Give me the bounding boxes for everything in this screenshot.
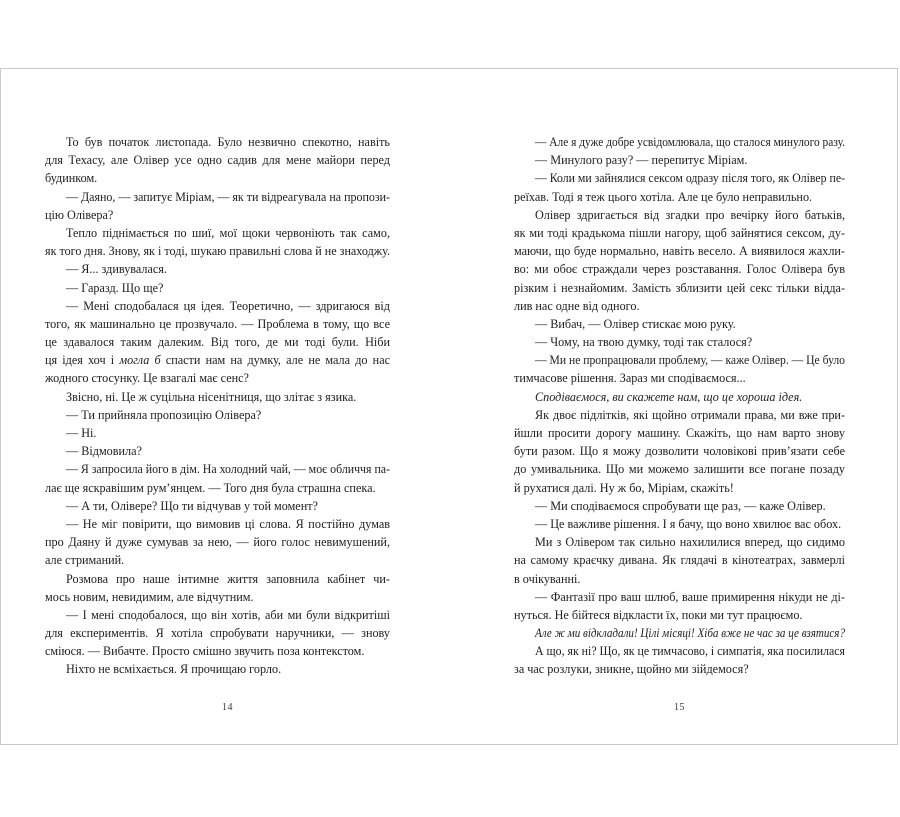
text-line: мось новим, невидимим, але відчутним. (45, 589, 254, 604)
text-line: — Ти прийняла пропозицію Олівера? (66, 407, 262, 422)
text-line: про Даяну й дуже сумував за нею, — його голос невимушений, (45, 535, 390, 550)
text-line: — Ми не пропрацювали проблему, — каже Олівер. — Це було (535, 353, 845, 368)
page-right-text (514, 133, 845, 679)
text-line: для Техасу, але Олівер усе одно садив для мене майори перед (45, 153, 390, 168)
text-line: Олівер здригається від згадки про вечірку його батьків, (535, 207, 845, 222)
text-line: Тепло піднімається по шиї, мої щоки червоніють так само, (66, 225, 390, 240)
book-spread (0, 68, 898, 745)
text-line: Як двоє підлітків, які щойно отримали права, ми вже при- (535, 407, 845, 422)
text-line: й рухатися далі. Ну ж бо, Міріам, скажіть! (514, 480, 734, 495)
text-line: Сподіваємося, ви скажете нам, що це хороша ідея. (535, 389, 803, 404)
text-line: — Ні. (66, 426, 97, 440)
text-line: Розмова про наше інтимне життя заповнила кабінет чи- (66, 571, 390, 586)
text-line: йшли просити дорогу машину. Скажіть, що нам варто знову (514, 426, 845, 440)
text-line: — Я... здивувалася. (66, 262, 167, 277)
text-line: То був початок листопада. Було незвично спекотно, навіть (66, 135, 390, 149)
text-line: — Це важливе рішення. І я бачу, що воно хвилює вас обох. (535, 516, 842, 531)
text-line: Ми з Олівером так сильно нахилилися вперед, що сидимо (535, 535, 845, 550)
page-left-text (45, 133, 390, 679)
text-line: во: ми обоє страждали через розставання. Голос Олівера був (514, 262, 845, 277)
text-line: — Але я дуже добре усвідомлювала, що сталося минулого разу. (535, 135, 845, 149)
text-line: — І мені сподобалося, що він хотів, аби ми були відкритіші (66, 607, 390, 622)
text-line: для експериментів. Я хотіла спробувати наручники, — знову (45, 626, 390, 641)
text-line: ця ідея хоч і могла б спасти нам на думку, але не мала до нас (45, 353, 391, 368)
text-line: реїхав. Тоді я теж цього хотіла. Але це було неправильно. (514, 189, 813, 204)
text-line: — Ми сподіваємося спробувати ще раз, — каже Олівер. (535, 498, 826, 513)
text-line: як ми тоді крадькома пішли нагору, щоб зайнятися сексом, ду- (514, 225, 845, 240)
page-number-right: 15 (674, 702, 685, 713)
text-line: до умивальника. Що ми можемо залишити все погане позаду (514, 462, 845, 477)
text-line: різким і незнайомим. Замість зблизити цей секс тільки відда- (514, 280, 845, 295)
text-line: — А ти, Олівере? Що ти відчував у той момент? (66, 498, 318, 513)
text-line: нуться. Не бійтеся відкласти їх, поки ми тут працюємо. (514, 607, 803, 622)
text-line: сміюся. — Вибачте. Просто смішно звучить поза контекстом. (45, 644, 365, 659)
text-line: за час розлуки, зникне, щойно ми зійдемося? (514, 662, 749, 677)
text-line: як того дня. Знову, як і тоді, шукаю правильні слова й не знаходжу. (45, 244, 390, 259)
text-line: в очікуванні. (514, 571, 581, 586)
text-line: — Коли ми зайнялися сексом одразу після того, як Олівер пе- (535, 171, 845, 186)
text-line: Ніхто не всміхається. Я прочищаю горло. (66, 662, 282, 677)
page-number-left: 14 (222, 702, 233, 713)
text-line: того, як машинально це прозвучало. — Проблема в тому, що все (45, 316, 390, 331)
page-right (514, 69, 845, 744)
text-line: Звісно, ні. Це ж суцільна нісенітниця, що злітає з язика. (66, 389, 357, 404)
text-line: — Гаразд. Що ще? (66, 280, 164, 295)
text-line: маючи, що буде нормально, навіть весело. А виявилося жахли- (514, 244, 845, 259)
text-line: жодного стосунку. Це взагалі має сенс? (45, 371, 249, 386)
text-line: — Фантазії про ваш шлюб, ваше примирення нікуди не ді- (535, 589, 845, 604)
text-line: тимчасове рішення. Зараз ми сподіваємося... (514, 371, 746, 386)
text-line: — Минулого разу? — перепитує Міріам. (535, 153, 748, 168)
text-line: — Чому, на твою думку, тоді так сталося? (535, 335, 753, 350)
text-line: на самому краєчку дивана. Як глядачі в кінотеатрах, завмерлі (514, 553, 845, 568)
text-line: — Даяно, — запитує Міріам, — як ти відреагувала на пропози- (66, 189, 390, 204)
text-line: це здавалося таким далеким. Від того, де ми тоді були. Ніби (45, 335, 390, 350)
text-line: А що, як ні? Що, як це тимчасово, і симпатія, яка посилилася (535, 644, 845, 659)
text-line: будинком. (45, 171, 98, 186)
text-line: — Вибач, — Олівер стискає мою руку. (535, 316, 736, 331)
text-line: бути разом. Що я можу дозволити чоловікові прив’язати себе (514, 444, 845, 459)
page-left (45, 69, 390, 744)
text-line: Але ж ми відкладали! Цілі місяці! Хіба вже не час за це взятися? (535, 626, 845, 641)
text-line: — Відмовила? (66, 444, 142, 459)
text-line: — Не міг повірити, що вимовив ці слова. Я постійно думав (66, 516, 390, 531)
text-line: — Мені сподобалася ця ідея. Теоретично, — здригаюся від (66, 298, 390, 313)
text-line: цію Олівера? (45, 207, 114, 222)
text-line: — Я запросила його в дім. На холодний чай, — моє обличчя па- (66, 462, 390, 477)
text-line: лає ще яскравішим рум’янцем. — Того дня була страшна спека. (45, 480, 376, 495)
text-line: але стриманий. (45, 553, 125, 568)
text-line: лив нас одне від одного. (514, 298, 640, 313)
